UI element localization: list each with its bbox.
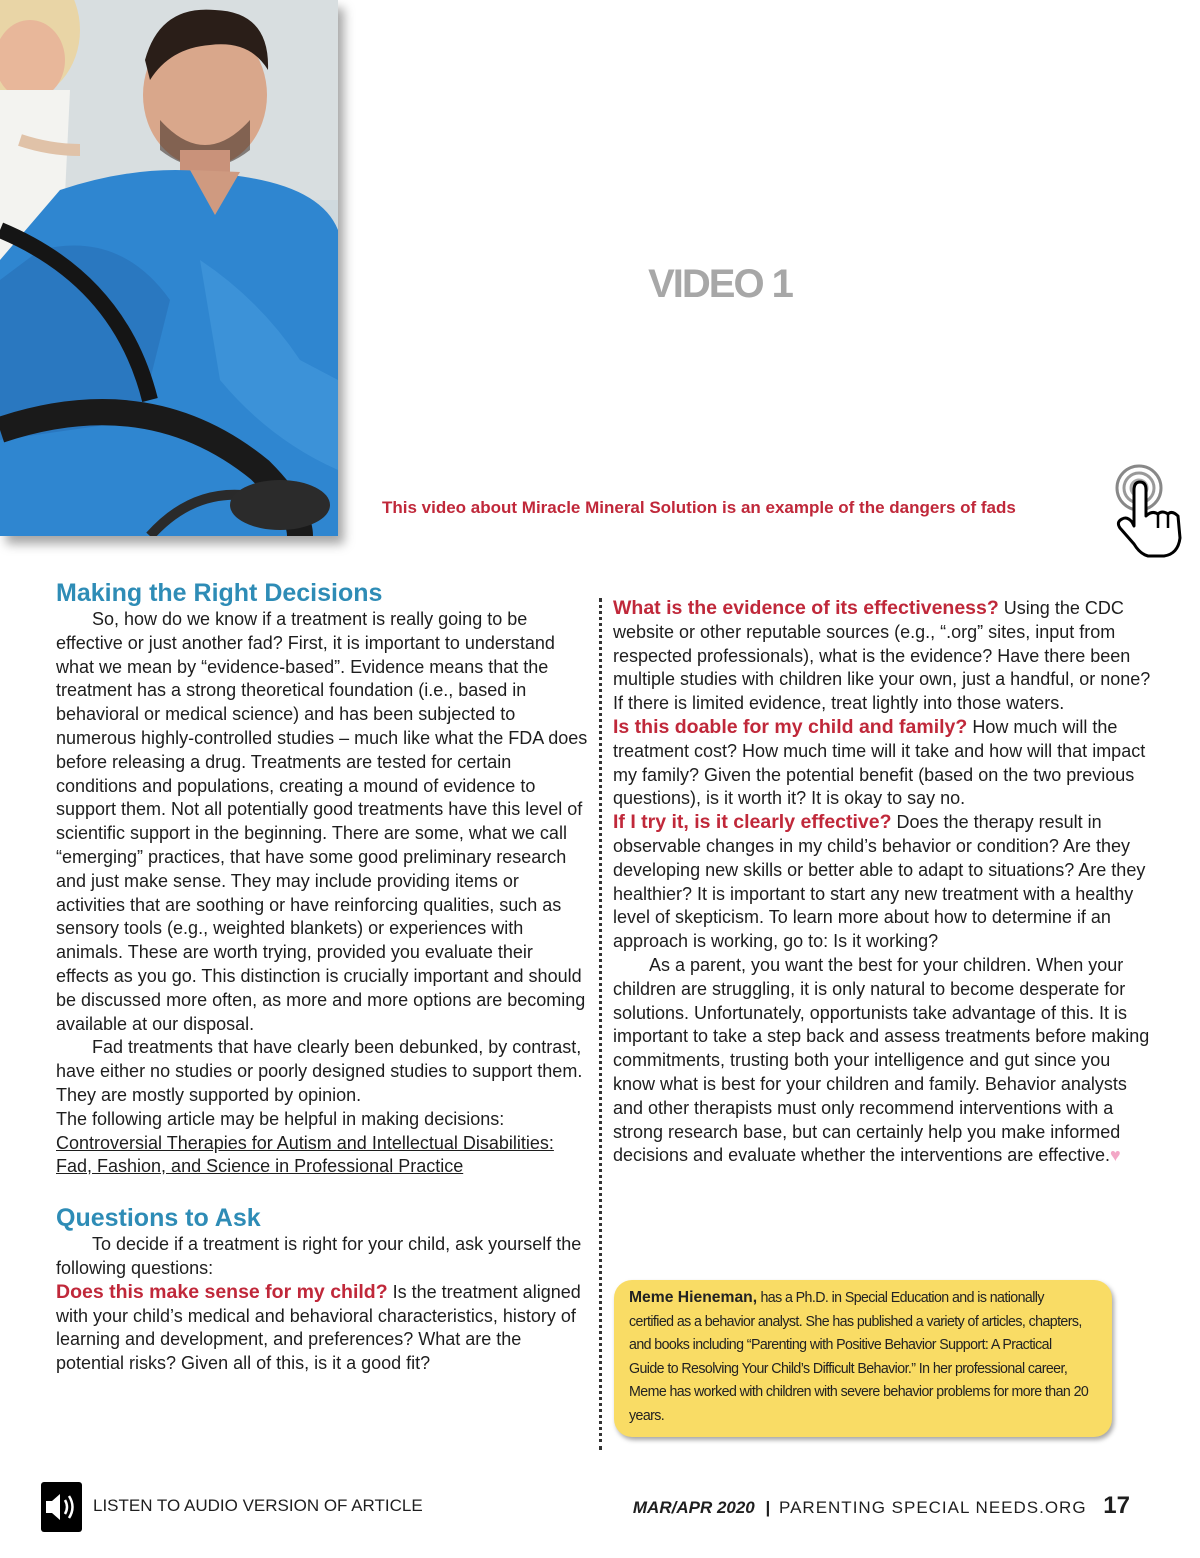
site-name: PARENTING SPECIAL NEEDS.ORG bbox=[779, 1498, 1087, 1517]
question-3-heading: Is this doable for my child and family? bbox=[613, 715, 968, 738]
question-4 bbox=[613, 811, 1153, 954]
photo-illustration bbox=[0, 0, 338, 536]
decisions-paragraph-2: Fad treatments that have clearly been debunked, by contrast, have either no studies or poorly designed studies to support them. They are mostly supported by opinion. bbox=[56, 1037, 583, 1105]
decisions-paragraph-3: The following article may be helpful in making decisions: bbox=[56, 1108, 505, 1129]
video-caption: This video about Miracle Mineral Solution is an example of the dangers of fads bbox=[382, 498, 1016, 517]
closing-paragraph bbox=[613, 954, 1153, 1168]
issue-date: MAR/APR 2020 bbox=[632, 1498, 755, 1517]
author-bio-box bbox=[614, 1280, 1112, 1437]
question-1-heading: Does this make sense for my child? bbox=[56, 1280, 388, 1303]
question-2-body: Using the CDC website or other reputable sources (e.g., “.org” sites, input from respected professionals), what is the evidence? Have there been multiple studies with children like your own, just a handful, or none? If there is limited evidence, treat lightly into those waters. bbox=[613, 598, 1151, 714]
audio-button[interactable] bbox=[41, 1482, 82, 1532]
left-column bbox=[56, 578, 590, 1376]
page-number: 17 bbox=[1103, 1492, 1130, 1519]
question-1 bbox=[56, 1281, 590, 1376]
question-1-body: Is the treatment aligned with your child’s medical and behavioral characteristics, history of learning and development, and preferences? What are the potential risks? Given all of this, is it a good fit? bbox=[56, 1281, 581, 1374]
question-4-heading: If I try it, is it clearly effective? bbox=[613, 811, 892, 834]
decisions-paragraph-1: So, how do we know if a treatment is really going to be effective or just another fad? First, it is important to understand what we mean by “evidence-based”. Evidence means that the treatment has a strong theoretical foundation (i.e., based in behavioral or medical science) and has been subjected to numerous highly-controlled studies – much like what the FDA does before releasing a drug. Treatments are tested for certain conditions and populations, creating a mound of evidence to support them. Not all potentially good treatments have this level of scientific support in the beginning. There are some, what we call “emerging” practices, that have some good preliminary research and just make sense. They may include providing items or activities that are soothing or have reinforcing qualities, such as sensory tools (e.g., weighted blankets) or experiences with animals. These are worth trying, provided you evaluate their effects as you go. This distinction is crucially important and should be discussed more often, as more and more options are becoming available at our disposal. bbox=[56, 609, 588, 1034]
questions-intro: To decide if a treatment is right for your child, ask yourself the following questions: bbox=[56, 1234, 582, 1278]
heart-icon: ♥ bbox=[1109, 1145, 1121, 1166]
column-divider bbox=[599, 598, 602, 1450]
question-3-body: How much will the treatment cost? How much time will it take and how will that impact my family? Given the potential benefit (based on the two previous questions), is it worth it? It is okay to say no. bbox=[613, 716, 1146, 809]
section-title-decisions: Making the Right Decisions bbox=[56, 579, 383, 607]
footer-separator: | bbox=[765, 1498, 771, 1517]
article-link[interactable]: Controversial Therapies for Autism and Intellectual Disabilities: Fad, Fashion, and Science in Professional Practice bbox=[56, 1132, 554, 1177]
audio-label[interactable]: LISTEN TO AUDIO VERSION OF ARTICLE bbox=[93, 1496, 423, 1515]
article-photo bbox=[0, 0, 338, 536]
author-bio-text: has a Ph.D. in Special Education and is nationally certified as a behavior analyst. She has published a variety of articles, chapters, and books including “Parenting with Positive Behavior Support: A Practical Guide to Resolving Your Child’s Difficult Behavior.” In her professional career, Meme has worked with children with severe behavior problems for more than 20 years. bbox=[629, 1290, 1089, 1424]
video-label[interactable]: VIDEO 1 bbox=[648, 262, 792, 306]
speaker-icon bbox=[41, 1482, 82, 1532]
page-footer bbox=[633, 1492, 1130, 1520]
question-3 bbox=[613, 716, 1153, 811]
author-name: Meme Hieneman, bbox=[629, 1289, 758, 1306]
question-2 bbox=[613, 597, 1153, 716]
closing-text: As a parent, you want the best for your children. When your children are struggling, it is only natural to become desperate for solutions. Unfortunately, opportunists take advantage of this. It is important to take a step back and assess treatments before making commitments, trusting both your intelligence and gut since you know what is best for your children and family. Behavior analysts and other therapists must only recommend interventions with a strong research base, but can certainly help you make informed decisions and evaluate whether the interventions are effective. bbox=[613, 954, 1150, 1166]
section-title-questions: Questions to Ask bbox=[56, 1204, 261, 1233]
author-bio bbox=[629, 1286, 1089, 1428]
question-2-heading: What is the evidence of its effectiveness? bbox=[613, 597, 999, 619]
right-column bbox=[613, 597, 1153, 1168]
question-4-body: Does the therapy result in observable changes in my child’s behavior or condition? Are they developing new skills or better able to adapt to situations? Are they healthier? It is important to start any new treatment with a healthy level of skepticism. To learn more about how to determine if an approach is working, go to: Is it working? bbox=[613, 812, 1146, 952]
tap-hand-icon[interactable] bbox=[1112, 464, 1190, 564]
